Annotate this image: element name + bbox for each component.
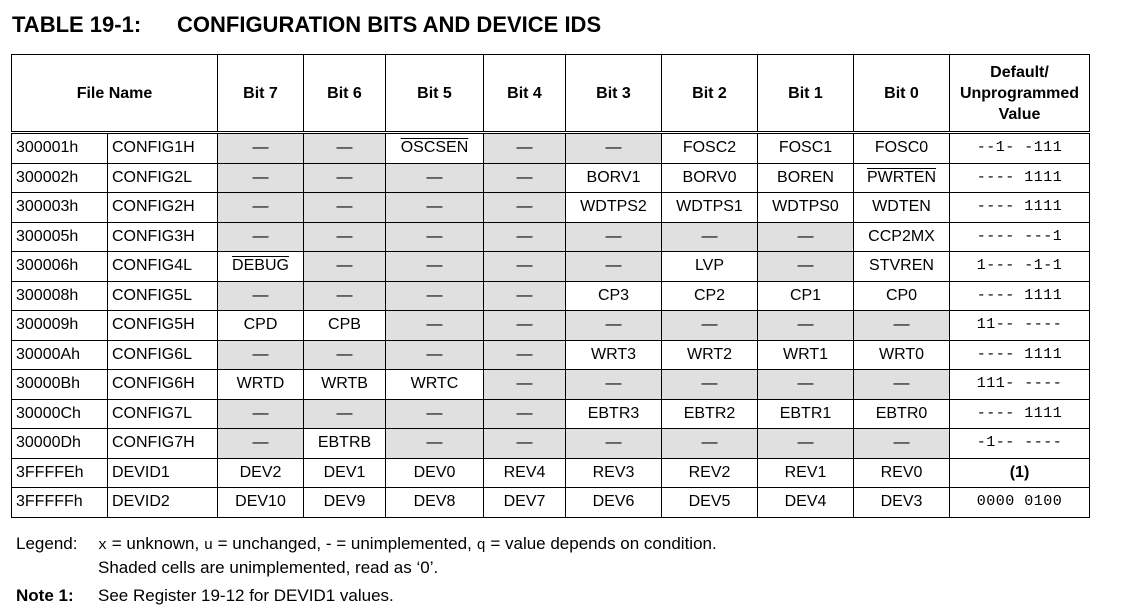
bit-label: —: [336, 139, 353, 157]
bit-cell: [304, 311, 386, 341]
bit-label: WRT1: [782, 345, 829, 363]
default-value-cell: 1--- -1-1: [950, 252, 1090, 282]
footnote-text: See Register 19-12 for DEVID1 values.: [98, 586, 394, 605]
header-bit0: Bit 0: [854, 55, 950, 133]
bit-label: —: [605, 257, 622, 275]
bit-cell: [758, 252, 854, 282]
default-value-cell: ---- 1111: [950, 340, 1090, 370]
bit-label: WRT0: [878, 345, 925, 363]
bit-cell: [662, 252, 758, 282]
address-cell: 30000Dh: [12, 429, 108, 459]
bit-cell: [484, 281, 566, 311]
footnote: [16, 586, 394, 606]
bit-cell: [218, 193, 304, 223]
bit-cell: [854, 429, 950, 459]
bit-label: DEV5: [688, 493, 731, 511]
bit-cell: [758, 370, 854, 400]
bit-label: BORV1: [586, 168, 641, 186]
bit-cell: [566, 399, 662, 429]
header-default-value: Default/ Unprogrammed Value: [950, 55, 1090, 133]
bit-label: —: [252, 404, 269, 422]
bit-cell: [304, 488, 386, 518]
bit-label: —: [426, 227, 443, 245]
header-bit4: Bit 4: [484, 55, 566, 133]
bit-cell: [854, 252, 950, 282]
bit-cell: [484, 163, 566, 193]
bit-label: FOSC2: [682, 139, 737, 157]
bit-cell: [386, 488, 484, 518]
header-file-name: File Name: [12, 55, 218, 133]
bit-label: —: [252, 286, 269, 304]
bit-cell: [218, 458, 304, 488]
register-name-cell: CONFIG2L: [108, 163, 218, 193]
bit-cell: [854, 488, 950, 518]
bit-label: BOREN: [777, 168, 834, 186]
bit-cell: [566, 311, 662, 341]
bit-cell: [484, 133, 566, 164]
table-row: [12, 193, 1090, 223]
bit-label: —: [426, 168, 443, 186]
bit-label: —: [252, 227, 269, 245]
bit-cell: [854, 281, 950, 311]
address-cell: 300001h: [12, 133, 108, 164]
register-name-cell: CONFIG7L: [108, 399, 218, 429]
bit-label: —: [893, 316, 910, 334]
bit-label: DEV6: [592, 493, 635, 511]
bit-label: STVREN: [869, 257, 934, 275]
address-cell: 300009h: [12, 311, 108, 341]
legend-shaded-note: Shaded cells are unimplemented, read as ‘0’.: [98, 558, 439, 577]
bit-label: —: [516, 286, 533, 304]
bit-cell: [566, 193, 662, 223]
default-value-cell: 111- ----: [950, 370, 1090, 400]
table-row: [12, 429, 1090, 459]
bit-cell: [484, 340, 566, 370]
bit-cell: [386, 458, 484, 488]
bit-cell: [662, 370, 758, 400]
bit-label: —: [336, 227, 353, 245]
bit-label: —: [516, 168, 533, 186]
bit-label: —: [893, 375, 910, 393]
register-name-cell: DEVID2: [108, 488, 218, 518]
bit-label: CPD: [243, 316, 278, 334]
bit-label: —: [701, 316, 718, 334]
bit-label: —: [336, 168, 353, 186]
bit-cell: [484, 370, 566, 400]
address-cell: 30000Ch: [12, 399, 108, 429]
register-name-cell: CONFIG6H: [108, 370, 218, 400]
bit-cell: [386, 429, 484, 459]
bit-cell: [304, 281, 386, 311]
bit-cell: [854, 133, 950, 164]
bit-cell: [386, 193, 484, 223]
bit-cell: [304, 458, 386, 488]
bit-label: —: [252, 345, 269, 363]
bit-cell: [484, 193, 566, 223]
legend-x-symbol: x: [98, 537, 108, 554]
bit-cell: [566, 458, 662, 488]
bit-cell: [662, 193, 758, 223]
bit-label: CPB: [328, 316, 361, 334]
bit-label: WDTPS2: [580, 198, 647, 216]
table-title-text: CONFIGURATION BITS AND DEVICE IDS: [177, 12, 602, 37]
header-bit5: Bit 5: [386, 55, 484, 133]
table-header-row: [12, 55, 1090, 133]
bit-label: —: [605, 139, 622, 157]
bit-cell: [758, 399, 854, 429]
bit-label: —: [516, 198, 533, 216]
header-bit1: Bit 1: [758, 55, 854, 133]
table-row: [12, 133, 1090, 164]
register-name-cell: CONFIG1H: [108, 133, 218, 164]
bit-label: —: [336, 286, 353, 304]
bit-cell: [566, 252, 662, 282]
bit-label: REV3: [592, 463, 635, 481]
bit-label: WDTPS0: [772, 198, 839, 216]
register-name-cell: CONFIG5L: [108, 281, 218, 311]
bit-cell: [218, 311, 304, 341]
bit-label: DEV3: [880, 493, 923, 511]
bit-label: —: [797, 227, 814, 245]
address-cell: 300008h: [12, 281, 108, 311]
bit-cell: [758, 133, 854, 164]
bit-cell: [662, 133, 758, 164]
bit-label: —: [426, 345, 443, 363]
default-value-cell: ---- ---1: [950, 222, 1090, 252]
bit-cell: [662, 429, 758, 459]
bit-label: —: [426, 434, 443, 452]
default-value-cell: --1- -111: [950, 133, 1090, 164]
bit-label: —: [426, 404, 443, 422]
bit-label: DEV1: [323, 463, 366, 481]
bit-label: DEV2: [239, 463, 282, 481]
register-name-cell: CONFIG2H: [108, 193, 218, 223]
bit-label: —: [605, 316, 622, 334]
table-row: [12, 311, 1090, 341]
bit-label: DEV4: [784, 493, 827, 511]
bit-cell: [854, 193, 950, 223]
register-name-cell: CONFIG5H: [108, 311, 218, 341]
bit-cell: [304, 429, 386, 459]
bit-label: EBTR1: [779, 404, 832, 422]
bit-cell: [218, 222, 304, 252]
address-cell: 30000Ah: [12, 340, 108, 370]
bit-cell: [758, 488, 854, 518]
default-value-cell: ---- 1111: [950, 163, 1090, 193]
bit-label: REV0: [880, 463, 923, 481]
bit-label: —: [893, 434, 910, 452]
bit-cell: [566, 340, 662, 370]
bit-label: DEV7: [503, 493, 546, 511]
bit-label: —: [797, 257, 814, 275]
bit-label: —: [426, 198, 443, 216]
table-row: [12, 340, 1090, 370]
bit-label: FOSC1: [778, 139, 833, 157]
bit-label: CP3: [597, 286, 630, 304]
bit-label: —: [516, 345, 533, 363]
bit-cell: [566, 133, 662, 164]
bit-label: EBTRB: [317, 434, 372, 452]
bit-label: DEV10: [235, 493, 286, 511]
bit-cell: [566, 281, 662, 311]
table-body: [12, 133, 1090, 518]
bit-label: —: [516, 375, 533, 393]
bit-cell: [218, 163, 304, 193]
bit-label: WRT3: [590, 345, 637, 363]
address-cell: 300003h: [12, 193, 108, 223]
bit-label: WRTC: [410, 375, 459, 393]
bit-cell: [304, 133, 386, 164]
register-name-cell: CONFIG6L: [108, 340, 218, 370]
bit-cell: [854, 370, 950, 400]
bit-label: —: [605, 227, 622, 245]
bit-cell: [662, 163, 758, 193]
bit-cell: [304, 222, 386, 252]
legend-label: Legend:: [16, 534, 78, 553]
bit-cell: [484, 252, 566, 282]
bit-label: REV4: [503, 463, 546, 481]
bit-cell: [758, 222, 854, 252]
bit-label: —: [701, 434, 718, 452]
bit-cell: [758, 429, 854, 459]
bit-cell: [662, 488, 758, 518]
bit-cell: [662, 281, 758, 311]
bit-cell: [386, 370, 484, 400]
bit-cell: [484, 429, 566, 459]
bit-label: —: [797, 316, 814, 334]
bit-label: —: [516, 227, 533, 245]
bit-cell: [484, 488, 566, 518]
bit-label: DEBUG: [232, 257, 289, 275]
bit-label: —: [516, 139, 533, 157]
bit-cell: [758, 311, 854, 341]
bit-label: —: [605, 375, 622, 393]
bit-cell: [854, 399, 950, 429]
table-row: [12, 222, 1090, 252]
bit-cell: [854, 163, 950, 193]
default-value-cell: ---- 1111: [950, 193, 1090, 223]
bit-cell: [662, 340, 758, 370]
bit-cell: [304, 193, 386, 223]
default-value-cell: 0000 0100: [950, 488, 1090, 518]
legend-q-text: = value depends on condition.: [485, 534, 717, 553]
bit-label: —: [516, 316, 533, 334]
bit-cell: [758, 458, 854, 488]
footnote-label: Note 1:: [16, 586, 74, 605]
bit-cell: [484, 399, 566, 429]
config-bits-table: [11, 54, 1090, 518]
bit-cell: [566, 429, 662, 459]
bit-cell: [218, 340, 304, 370]
legend-u-symbol: u: [203, 537, 213, 554]
table-row: [12, 399, 1090, 429]
legend: [16, 533, 717, 579]
bit-cell: [662, 311, 758, 341]
bit-cell: [758, 193, 854, 223]
bit-label: DEV8: [413, 493, 456, 511]
bit-label: —: [426, 316, 443, 334]
bit-cell: [662, 399, 758, 429]
bit-cell: [218, 133, 304, 164]
bit-cell: [566, 163, 662, 193]
bit-label: CCP2MX: [868, 227, 935, 245]
bit-cell: [662, 458, 758, 488]
default-value-cell: -1-- ----: [950, 429, 1090, 459]
bit-label: —: [336, 257, 353, 275]
address-cell: 300005h: [12, 222, 108, 252]
bit-cell: [484, 222, 566, 252]
bit-label: EBTR0: [875, 404, 928, 422]
default-value-cell: 11-- ----: [950, 311, 1090, 341]
bit-label: —: [336, 345, 353, 363]
table-title: [12, 12, 601, 38]
bit-label: PWRTEN: [866, 168, 937, 186]
bit-label: —: [797, 375, 814, 393]
bit-cell: [386, 222, 484, 252]
bit-label: —: [516, 257, 533, 275]
bit-cell: [304, 163, 386, 193]
bit-label: —: [426, 257, 443, 275]
bit-label: —: [516, 434, 533, 452]
table-row: [12, 458, 1090, 488]
address-cell: 300006h: [12, 252, 108, 282]
bit-cell: [566, 370, 662, 400]
bit-cell: [854, 458, 950, 488]
bit-cell: [758, 163, 854, 193]
register-name-cell: CONFIG7H: [108, 429, 218, 459]
bit-label: DEV0: [413, 463, 456, 481]
bit-label: —: [336, 404, 353, 422]
table-row: [12, 370, 1090, 400]
bit-cell: [484, 311, 566, 341]
bit-label: —: [701, 375, 718, 393]
bit-label: —: [797, 434, 814, 452]
bit-label: EBTR2: [683, 404, 736, 422]
bit-cell: [218, 281, 304, 311]
bit-cell: [386, 133, 484, 164]
bit-label: DEV9: [323, 493, 366, 511]
bit-cell: [854, 340, 950, 370]
bit-cell: [854, 222, 950, 252]
register-name-cell: DEVID1: [108, 458, 218, 488]
address-cell: 30000Bh: [12, 370, 108, 400]
bit-cell: [218, 488, 304, 518]
header-bit3: Bit 3: [566, 55, 662, 133]
address-cell: 3FFFFEh: [12, 458, 108, 488]
bit-label: —: [516, 404, 533, 422]
register-name-cell: CONFIG3H: [108, 222, 218, 252]
bit-cell: [218, 370, 304, 400]
bit-cell: [304, 340, 386, 370]
bit-label: CP0: [885, 286, 918, 304]
bit-label: —: [252, 198, 269, 216]
bit-label: —: [252, 168, 269, 186]
bit-cell: [386, 340, 484, 370]
table-row: [12, 281, 1090, 311]
table-row: [12, 488, 1090, 518]
bit-cell: [218, 252, 304, 282]
legend-x-text: = unknown,: [107, 534, 204, 553]
bit-cell: [304, 252, 386, 282]
bit-label: EBTR3: [587, 404, 640, 422]
bit-cell: [484, 458, 566, 488]
legend-u-text: = unchanged, - = unimplemented,: [212, 534, 477, 553]
default-value-cell: ---- 1111: [950, 281, 1090, 311]
table-row: [12, 163, 1090, 193]
bit-label: WDTPS1: [676, 198, 743, 216]
bit-label: CP2: [693, 286, 726, 304]
bit-cell: [566, 488, 662, 518]
bit-label: —: [701, 227, 718, 245]
bit-label: CP1: [789, 286, 822, 304]
register-name-cell: CONFIG4L: [108, 252, 218, 282]
bit-label: —: [252, 434, 269, 452]
legend-q-symbol: q: [476, 537, 486, 554]
bit-label: REV2: [688, 463, 731, 481]
bit-label: REV1: [784, 463, 827, 481]
bit-cell: [662, 222, 758, 252]
bit-label: BORV0: [682, 168, 737, 186]
bit-cell: [304, 370, 386, 400]
table-row: [12, 252, 1090, 282]
bit-label: OSCSEN: [400, 139, 469, 157]
bit-cell: [566, 222, 662, 252]
bit-label: —: [426, 286, 443, 304]
bit-cell: [854, 311, 950, 341]
bit-cell: [758, 281, 854, 311]
bit-cell: [386, 399, 484, 429]
bit-label: —: [252, 139, 269, 157]
bit-label: LVP: [694, 257, 725, 275]
bit-cell: [386, 281, 484, 311]
bit-label: WRT2: [686, 345, 733, 363]
bit-label: WRTD: [236, 375, 285, 393]
address-cell: 300002h: [12, 163, 108, 193]
bit-cell: [218, 429, 304, 459]
bit-label: —: [336, 198, 353, 216]
bit-label: —: [605, 434, 622, 452]
address-cell: 3FFFFFh: [12, 488, 108, 518]
bit-cell: [386, 252, 484, 282]
header-bit2: Bit 2: [662, 55, 758, 133]
table-number: TABLE 19-1:: [12, 12, 142, 37]
bit-label: WDTEN: [872, 198, 931, 216]
bit-cell: [304, 399, 386, 429]
bit-cell: [386, 163, 484, 193]
header-bit7: Bit 7: [218, 55, 304, 133]
header-bit6: Bit 6: [304, 55, 386, 133]
default-value-cell: ---- 1111: [950, 399, 1090, 429]
bit-cell: [386, 311, 484, 341]
bit-label: WRTB: [321, 375, 368, 393]
bit-cell: [218, 399, 304, 429]
bit-cell: [758, 340, 854, 370]
bit-label: FOSC0: [874, 139, 929, 157]
default-value-cell: (1): [950, 458, 1090, 488]
